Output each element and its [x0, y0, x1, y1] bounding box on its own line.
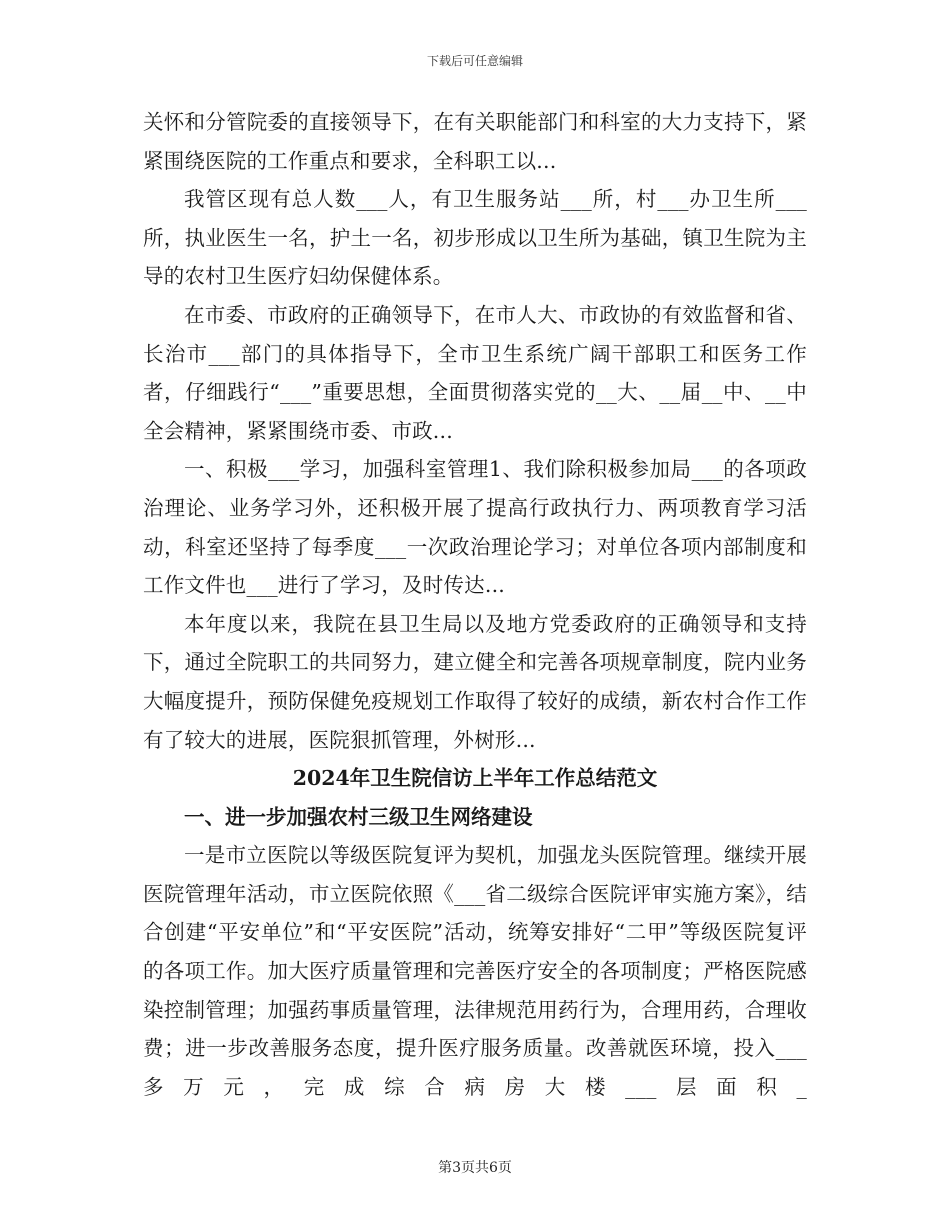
paragraph-1: 关怀和分管院委的直接领导下，在有关职能部门和科室的大力支持下，紧紧围绕医院的工作重点和要求，全科职工以...	[143, 110, 807, 173]
paragraph-4: 一、积极___学习，加强科室管理1、我们除积极参加局___的各项政治理论、业务学习外，还积极开展了提高行政执行力、两项教育学习活动，科室还坚持了每季度___一次政治理论学习；对单位各项内部制度和工作文件也___进行了学习，及时传达...	[143, 457, 807, 598]
paragraph-5: 本年度以来，我院在县卫生局以及地方党委政府的正确领导和支持下，通过全院职工的共同努力，建立健全和完善各项规章制度，院内业务大幅度提升，预防保健免疫规划工作取得了较好的成绩，新农村合作工作有了较大的进展，医院狠抓管理，外树形...	[143, 611, 807, 752]
page-footer: 第3页共6页	[438, 1160, 512, 1176]
section-heading: 一、进一步加强农村三级卫生网络建设	[184, 804, 533, 829]
page-header: 下载后可任意编辑	[426, 54, 523, 68]
paragraph-3: 在市委、市政府的正确领导下，在市人大、市政协的有效监督和省、长治市___部门的具体指导下，全市卫生系统广阔干部职工和医务工作者，仔细践行“___”重要思想，全面贯彻落实党的__大、__届__中、__中全会精神，紧紧围绕市委、市政...	[143, 302, 807, 443]
paragraph-body: 一是市立医院以等级医院复评为契机，加强龙头医院管理。继续开展医院管理年活动，市立医院依照《___省二级综合医院评审实施方案》，结合创建“平安单位”和“平安医院”活动，统筹安排好“二甲”等级医院复评的各项工作。加大医疗质量管理和完善医疗安全的各项制度；严格医院感染控制管理；加强药事质量管理，法律规范用药行为，合理用药，合理收费；进一步改善服务态度，提升医疗服务质量。改善就医环境，投入___多万元，完成综合病房大楼___层面积_	[143, 843, 807, 1099]
paragraph-2: 我管区现有总人数___人，有卫生服务站___所，村___办卫生所___所，执业医生一名，护土一名，初步形成以卫生所为基础，镇卫生院为主导的农村卫生医疗妇幼保健体系。	[143, 187, 807, 289]
document-body	[143, 103, 807, 1106]
document-title: 2024年卫生院信访上半年工作总结范文	[292, 766, 658, 791]
